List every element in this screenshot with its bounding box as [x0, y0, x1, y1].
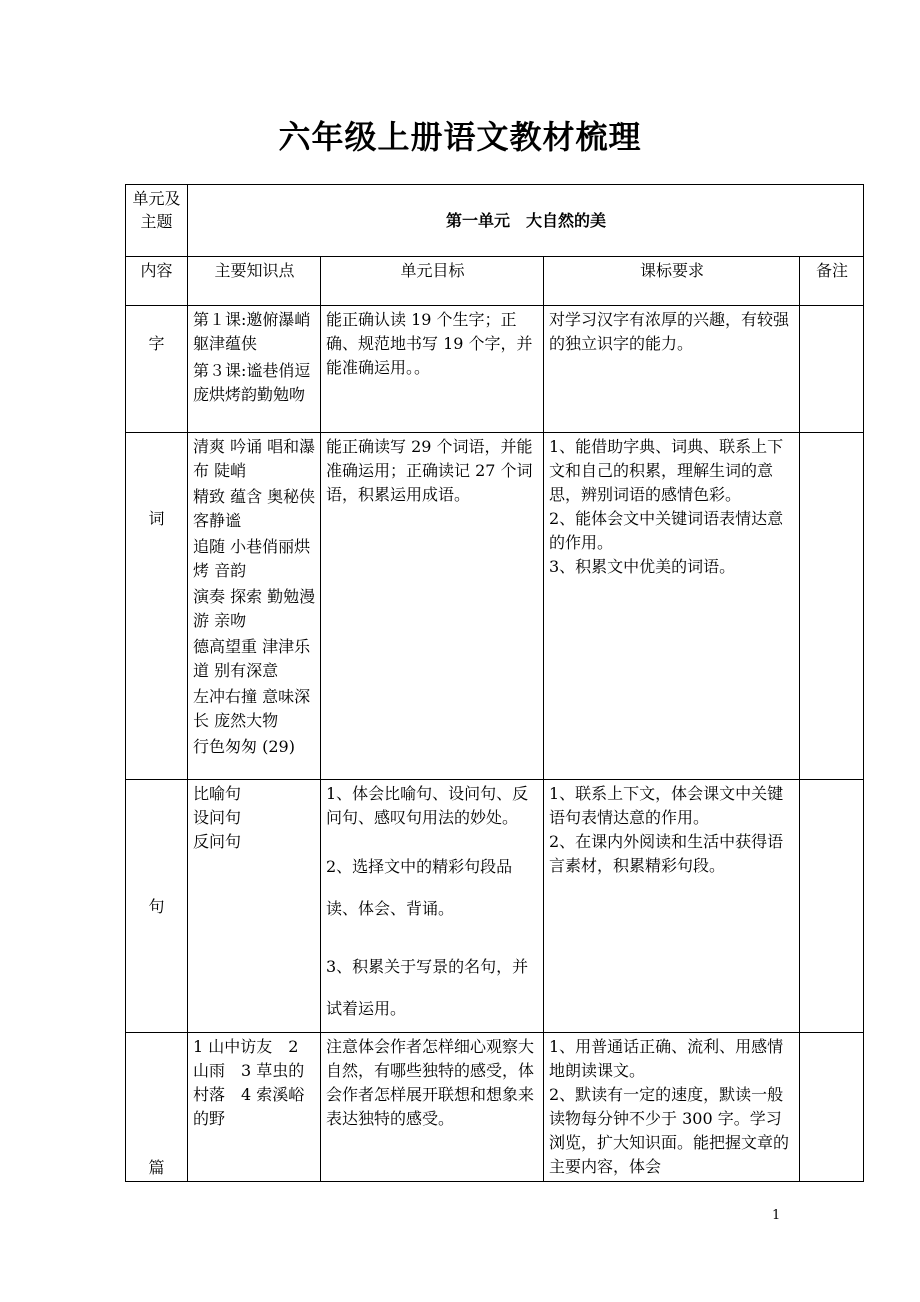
curriculum-table — [125, 184, 864, 1182]
page-title: 六年级上册语文教材梳理 — [278, 118, 642, 156]
ci-goal: 能正确读写 29 个词语，并能准确运用；正确读记 27 个词语，积累运用成语。 — [321, 433, 544, 780]
header-note: 备注 — [800, 257, 864, 306]
ju-standard-item: 1、联系上下文，体会课文中关键语句表情达意的作用。 — [549, 784, 784, 827]
zi-knowledge-line: 第１课:邀俯瀑峭躯津蕴侠 — [193, 310, 311, 353]
zi-knowledge — [188, 306, 321, 433]
ci-word-group: 行色匆匆 (29) — [193, 737, 295, 756]
header-knowledge: 主要知识点 — [188, 257, 321, 306]
table-row-ju — [126, 780, 864, 1033]
ci-knowledge — [188, 433, 321, 780]
table-row-pian — [126, 1033, 864, 1182]
ju-knowledge-item: 反问句 — [193, 832, 242, 851]
ju-standard-item: 2、在课内外阅读和生活中获得语言素材，积累精彩句段。 — [549, 832, 784, 875]
row-label-ci: 词 — [126, 433, 188, 780]
ci-note — [800, 433, 864, 780]
ju-goal-item: 2、选择文中的精彩句段品读、体会、背诵。 — [326, 857, 513, 918]
header-goal: 单元目标 — [321, 257, 544, 306]
ju-knowledge — [188, 780, 321, 1033]
ci-word-group: 演奏 探索 勤勉漫游 亲吻 — [193, 587, 316, 630]
ci-word-group: 左冲右撞 意味深长 庞然大物 — [193, 687, 311, 730]
table-row-ci — [126, 433, 864, 780]
header-content — [126, 257, 188, 306]
ju-goal-item: 3、积累关于写景的名句，并试着运用。 — [326, 957, 529, 1018]
header-content-label: 内容 — [140, 261, 173, 280]
unit-label-cell — [126, 185, 188, 257]
unit-title-cell — [188, 185, 864, 257]
ci-word-group: 清爽 吟诵 唱和瀑布 陡峭 — [193, 437, 316, 480]
row-label-pian: 篇 — [126, 1033, 188, 1182]
unit-row — [126, 185, 864, 257]
ci-standard-item: 1、能借助字典、词典、联系上下文和自己的积累，理解生词的意思，辨别词语的感情色彩。 — [549, 437, 784, 504]
ci-word-group: 追随 小巷俏丽烘烤 音韵 — [193, 537, 311, 580]
ju-knowledge-item: 设问句 — [193, 808, 242, 827]
ju-goal-item: 1、体会比喻句、设问句、反问句、感叹句用法的妙处。 — [326, 784, 529, 827]
table-row-zi — [126, 306, 864, 433]
ci-standard-item: 2、能体会文中关键词语表情达意的作用。 — [549, 509, 784, 552]
row-label-ju: 句 — [126, 780, 188, 1033]
zi-note — [800, 306, 864, 433]
header-row — [126, 257, 864, 306]
ju-note — [800, 780, 864, 1033]
row-label-zi: 字 — [126, 306, 188, 433]
zi-knowledge-line: 第３课:谧巷俏逗庞烘烤韵勤勉吻 — [193, 361, 311, 404]
pian-goal: 注意体会作者怎样细心观察大自然，有哪些独特的感受，体会作者怎样展开联想和想象来表达独特的感受。 — [321, 1033, 544, 1182]
zi-standard: 对学习汉字有浓厚的兴趣，有较强的独立识字的能力。 — [544, 306, 800, 433]
ju-goal — [321, 780, 544, 1033]
ci-standard — [544, 433, 800, 780]
page-number: 1 — [772, 1208, 781, 1223]
ci-word-group: 德高望重 津津乐道 别有深意 — [193, 637, 311, 680]
ci-standard-item: 3、积累文中优美的词语。 — [549, 557, 736, 576]
unit-title: 第一单元 大自然的美 — [446, 210, 607, 230]
pian-standard — [544, 1033, 800, 1182]
pian-standard-item: 1、用普通话正确、流利、用感情地朗读课文。 — [549, 1037, 784, 1080]
pian-standard-item: 2、默读有一定的速度，默读一般读物每分钟不少于 300 字。学习浏览，扩大知识面。能把握文章的主要内容，体会 — [549, 1085, 790, 1176]
ju-standard — [544, 780, 800, 1033]
unit-label: 单元及主题 — [132, 189, 181, 231]
ci-word-group: 精致 蕴含 奥秘侠客静谧 — [193, 487, 316, 530]
pian-note — [800, 1033, 864, 1182]
ju-knowledge-item: 比喻句 — [193, 784, 242, 803]
header-standard: 课标要求 — [544, 257, 800, 306]
pian-knowledge: 1 山中访友 2 山雨 3 草虫的村落 4 索溪峪的野 — [188, 1033, 321, 1182]
zi-goal: 能正确认读 19 个生字；正确、规范地书写 19 个字，并能准确运用。。 — [321, 306, 544, 433]
